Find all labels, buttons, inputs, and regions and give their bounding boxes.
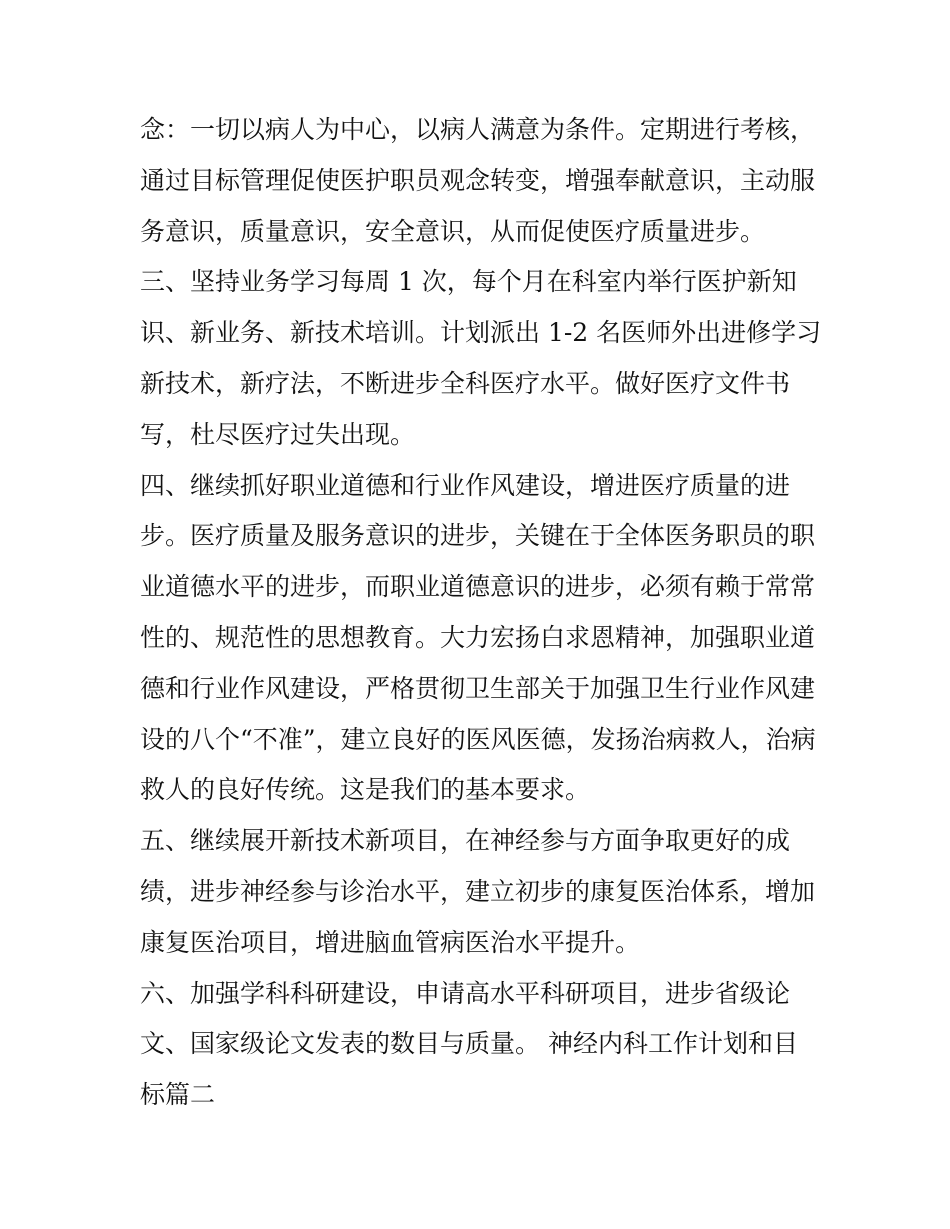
text-line: 德和行业作风建设，严格贯彻卫生部关于加强卫生行业作风建 xyxy=(140,673,816,703)
text-line: 三、坚持业务学习每周 1 次，每个月在科室内举行医护新知 xyxy=(140,267,797,297)
text-line: 新技术，新疗法，不断进步全科医疗水平。做好医疗文件书 xyxy=(140,368,791,398)
text-line: 设的八个“不准”，建立良好的医风医德，发扬治病救人，治病 xyxy=(140,724,816,754)
text-line: 标篇二 xyxy=(140,1080,216,1110)
text-line: 五、继续展开新技术新项目，在神经参与方面争取更好的成 xyxy=(140,826,791,856)
text-line: 绩，进步神经参与诊治水平，建立初步的康复医治体系，增加 xyxy=(140,876,816,906)
text-line: 识、新业务、新技术培训。计划派出 1-2 名医师外出进修学习 xyxy=(140,318,822,348)
document-body xyxy=(140,105,820,1121)
text-line: 写，杜尽医疗过失出现。 xyxy=(140,419,416,449)
text-line: 四、继续抓好职业道德和行业作风建设，增进医疗质量的进 xyxy=(140,470,791,500)
text-line: 业道德水平的进步，而职业道德意识的进步，必须有赖于常常 xyxy=(140,572,816,602)
text-line: 康复医治项目，增进脑血管病医治水平提升。 xyxy=(140,927,641,957)
text-line: 救人的良好传统。这是我们的基本要求。 xyxy=(140,775,591,805)
text-line: 务意识，质量意识，安全意识，从而促使医疗质量进步。 xyxy=(140,216,766,246)
text-line: 文、国家级论文发表的数目与质量。 神经内科工作计划和目 xyxy=(140,1029,798,1059)
text-line: 六、加强学科科研建设，申请高水平科研项目，进步省级论 xyxy=(140,978,791,1008)
text-line: 念：一切以病人为中心，以病人满意为条件。定期进行考核， xyxy=(140,115,816,144)
text-line: 性的、规范性的思想教育。大力宏扬白求恩精神，加强职业道 xyxy=(140,622,816,652)
text-line: 通过目标管理促使医护职员观念转变，增强奉献意识，主动服 xyxy=(140,165,816,195)
text-line: 步。医疗质量及服务意识的进步，关键在于全体医务职员的职 xyxy=(140,521,816,551)
